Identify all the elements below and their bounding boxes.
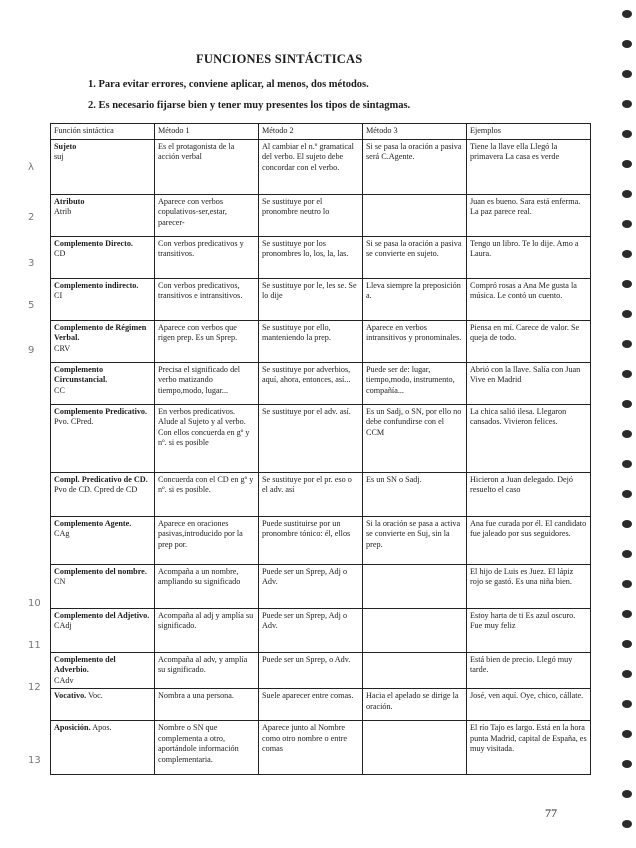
spiral-ring [622,640,632,648]
method-3-cell: Aparece en verbos intransitivos y pronominales. [363,320,467,362]
method-2-cell: Se sustituye por el pr. eso o el adv. así [259,472,363,516]
function-cell [51,652,155,689]
method-1-cell: Concuerda con el CD en gº y nº. si es posible. [155,472,259,516]
method-1-cell: Aparece con verbos copulativos-ser,estar, parecer- [155,194,259,236]
function-abbr: Voc. [88,691,103,700]
spiral-ring [622,580,632,588]
margin-mark: 9 [28,345,35,356]
spiral-ring [622,130,632,138]
function-name: Atributo [54,196,85,206]
function-abbr: CD [54,249,66,258]
spiral-ring [622,40,632,48]
function-abbr: CRV [54,343,71,353]
examples-cell: Ana fue curada por él. El candidato fue jaleado por sus seguidores. [467,516,591,564]
examples-cell: Abrió con la llave. Salía con Juan Vive en Madrid [467,362,591,404]
function-name: Complemento Directo. [54,238,133,248]
spiral-ring [622,520,632,528]
function-cell [51,721,155,775]
margin-mark: 11 [28,640,41,651]
table-row [51,404,591,472]
spiral-ring [622,250,632,258]
function-abbr: Pvo. CPred. [54,417,94,426]
method-1-cell: Aparece con verbos que rigen prep. Es un Sprep. [155,320,259,362]
examples-cell: Tiene la llave ella Llegó la primavera La casa es verde [467,139,591,194]
method-2-cell: Se sustituye por ello, manteniendo la prep. [259,320,363,362]
method-1-cell: Precisa el significado del verbo matizando tiempo,modo, lugar... [155,362,259,404]
examples-cell: El río Tajo es largo. Está en la hora punta Madrid, capital de España, es muy visitada. [467,721,591,775]
margin-mark: 5 [28,300,35,311]
function-abbr: CN [54,577,66,586]
examples-cell: José, ven aquí. Oye, chico, cállate. [467,689,591,721]
function-cell [51,404,155,472]
function-abbr: Pvo de CD. Cpred de CD [54,485,138,494]
examples-cell: Estoy harta de ti Es azul oscuro. Fue muy feliz [467,608,591,652]
examples-cell: El hijo de Luis es Juez. El lápiz rojo se gastó. Es una niña bien. [467,564,591,608]
instruction-2: 2. Es necesario fijarse bien y tener muy presentes los tipos de sintagmas. [88,100,411,111]
table-row [51,689,591,721]
table-row [51,564,591,608]
table-row [51,139,591,194]
spiral-ring [622,760,632,768]
header-method-3: Método 3 [363,124,467,140]
page-title: FUNCIONES SINTÁCTICAS [196,52,363,66]
method-1-cell: En verbos predicativos. Alude al Sujeto y al verbo. Con ellos concuerda en gº y nº. si es posible [155,404,259,472]
examples-cell: Piensa en mí. Carece de valor. Se queja de todo. [467,320,591,362]
function-abbr: suj [54,152,64,161]
examples-cell: La chica salió ilesa. Llegaron cansados. Vivieron felices. [467,404,591,472]
function-cell [51,608,155,652]
table-row [51,362,591,404]
function-abbr: CC [54,385,65,395]
function-cell [51,278,155,320]
syntactic-functions-table [50,123,591,775]
method-2-cell: Se sustituye por el adv. así. [259,404,363,472]
method-1-cell: Acompaña al adj y amplía su significado. [155,608,259,652]
table-row [51,194,591,236]
spiral-ring [622,370,632,378]
method-2-cell: Puede ser un Sprep, o Adv. [259,652,363,689]
function-cell [51,362,155,404]
method-1-cell: Nombra a una persona. [155,689,259,721]
header-function: Función sintáctica [51,124,155,140]
method-3-cell: Si se pasa la oración a pasiva se convierte en sujeto. [363,236,467,278]
function-name: Complemento Circunstancial. [54,364,108,384]
spiral-ring [622,730,632,738]
page-number: 77 [545,806,557,820]
function-cell [51,320,155,362]
method-2-cell: Puede sustituirse por un pronombre tónico: él, ellos [259,516,363,564]
spiral-ring [622,10,632,18]
examples-cell: Juan es bueno. Sara está enferma. La paz parece real. [467,194,591,236]
function-cell [51,236,155,278]
function-cell [51,564,155,608]
margin-mark: 13 [28,755,41,766]
function-abbr: CAdv [54,675,74,685]
table-row [51,236,591,278]
method-3-cell: Lleva siempre la preposición a. [363,278,467,320]
method-3-cell: Es un SN o Sadj. [363,472,467,516]
header-examples: Ejemplos [467,124,591,140]
margin-mark: 2 [28,212,35,223]
method-3-cell: Es un Sadj, o SN, por ello no debe confundirse con el CCM [363,404,467,472]
method-2-cell: Puede ser un Sprep, Adj o Adv. [259,564,363,608]
table-row [51,320,591,362]
method-2-cell: Se sustituye por el pronombre neutro lo [259,194,363,236]
method-2-cell: Suele aparecer entre comas. [259,689,363,721]
spiral-ring [622,280,632,288]
function-cell [51,516,155,564]
examples-cell: Hicieron a Juan delegado. Dejó resuelto el caso [467,472,591,516]
method-2-cell: Se sustituye por le, les se. Se lo dije [259,278,363,320]
margin-mark: λ [28,162,34,173]
function-name: Complemento Predicativo. [54,406,148,416]
function-abbr: CI [54,291,63,300]
examples-cell: Compró rosas a Ana Me gusta la música. Le contó un cuento. [467,278,591,320]
method-1-cell: Es el protagonista de la acción verbal [155,139,259,194]
method-2-cell: Se sustituye por adverbios, aquí, ahora, entonces, así... [259,362,363,404]
method-3-cell [363,652,467,689]
spiral-ring [622,460,632,468]
spiral-ring [622,400,632,408]
spiral-ring [622,100,632,108]
function-name: Complemento indirecto. [54,280,139,290]
spiral-ring [622,160,632,168]
function-name: Complemento Agente. [54,518,132,528]
spiral-ring [622,820,632,828]
function-name: Aposición. [54,723,91,732]
method-3-cell [363,608,467,652]
method-3-cell [363,721,467,775]
table-row [51,516,591,564]
method-2-cell: Puede ser un Sprep, Adj o Adv. [259,608,363,652]
margin-mark: 12 [28,682,41,693]
header-method-2: Método 2 [259,124,363,140]
examples-cell: Está bien de precio. Llegó muy tarde. [467,652,591,689]
method-1-cell: Con verbos predicativos y transitivos. [155,236,259,278]
spiral-ring [622,430,632,438]
spiral-ring [622,670,632,678]
function-name: Vocativo. [54,691,87,700]
method-3-cell [363,194,467,236]
function-name: Complemento de Régimen Verbal. [54,322,147,342]
function-name: Complemento del Adjetivo. [54,610,150,620]
spiral-ring [622,190,632,198]
function-name: Compl. Predicativo de CD. [54,474,148,484]
method-3-cell: Si se pasa la oración a pasiva será C.Agente. [363,139,467,194]
function-abbr: Atrib [54,207,72,216]
method-2-cell: Se sustituye por los pronombres lo, los, la, las. [259,236,363,278]
margin-mark: 3 [28,258,35,269]
method-1-cell: Acompaña a un nombre, ampliando su significado [155,564,259,608]
table-row [51,472,591,516]
spiral-ring [622,70,632,78]
method-2-cell: Aparece junto al Nombre como otro nombre o entre comas [259,721,363,775]
margin-mark: 10 [28,598,41,609]
method-1-cell: Aparece en oraciones pasivas,introducido por la prep por. [155,516,259,564]
instruction-1: 1. Para evitar errores, conviene aplicar, al menos, dos métodos. [88,79,369,90]
method-3-cell: Si la oración se pasa a activa se convierte en Suj, sin la prep. [363,516,467,564]
function-name: Complemento del Adverbio. [54,654,116,674]
table-row [51,278,591,320]
table-header-row [51,124,591,140]
function-cell [51,472,155,516]
method-1-cell: Acompaña al adv, y amplía su significado. [155,652,259,689]
spiral-ring [622,490,632,498]
method-2-cell: Al cambiar el n.º gramatical del verbo. El sujeto debe concordar con el verbo. [259,139,363,194]
spiral-ring [622,310,632,318]
method-3-cell: Hacia el apelado se dirige la oración. [363,689,467,721]
table-row [51,608,591,652]
function-name: Complemento del nombre. [54,566,147,576]
table-row [51,652,591,689]
method-1-cell: Con verbos predicativos, transitivos e intransitivos. [155,278,259,320]
function-cell [51,689,155,721]
function-cell [51,139,155,194]
table-row [51,721,591,775]
function-abbr: CAg [54,529,70,538]
examples-cell: Tengo un libro. Te lo dije. Amo a Laura. [467,236,591,278]
spiral-ring [622,340,632,348]
spiral-ring [622,610,632,618]
spiral-ring [622,700,632,708]
function-name: Sujeto [54,141,77,151]
method-3-cell [363,564,467,608]
function-cell [51,194,155,236]
header-method-1: Método 1 [155,124,259,140]
function-abbr: Apos. [92,723,112,732]
spiral-ring [622,790,632,798]
spiral-ring [622,220,632,228]
method-3-cell: Puede ser de: lugar, tiempo,modo, instrumento, compañía... [363,362,467,404]
method-1-cell: Nombre o SN que complementa a otro, aportándole información complementaria. [155,721,259,775]
spiral-ring [622,550,632,558]
function-abbr: CAdj [54,621,72,630]
